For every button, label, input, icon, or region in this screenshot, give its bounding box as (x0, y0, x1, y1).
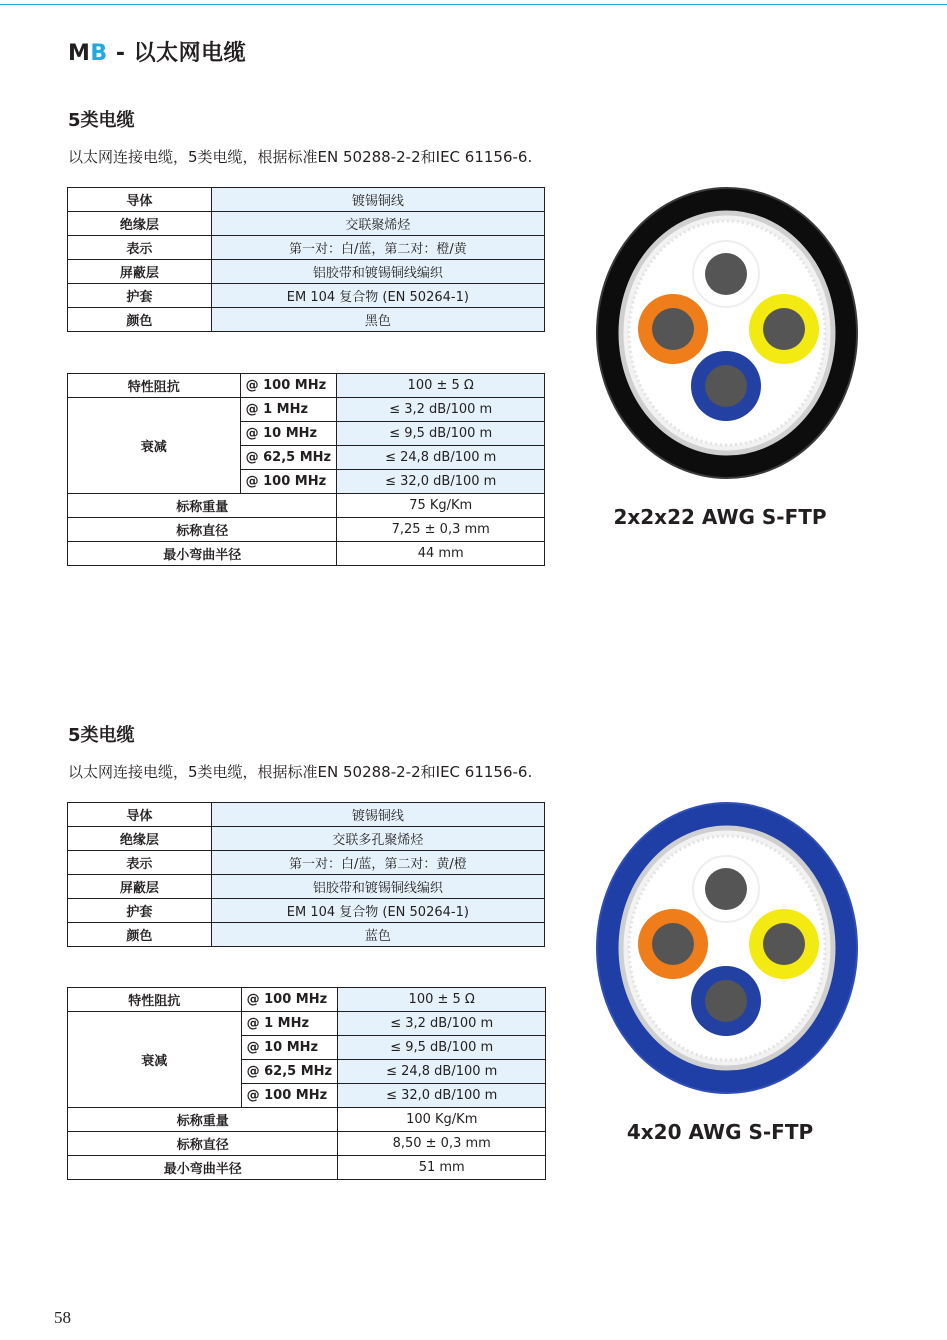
table-row (68, 518, 545, 542)
table-row (68, 236, 545, 260)
cable-cross-section-image (595, 801, 859, 1095)
construction-table (67, 802, 545, 947)
frequency: @ 62,5 MHz (240, 446, 337, 470)
attenuation-value: ≤ 32,0 dB/100 m (338, 1084, 546, 1108)
row-label: 颜色 (68, 308, 212, 332)
impedance-value: 100 ± 5 Ω (337, 374, 545, 398)
row-label: 屏蔽层 (68, 260, 212, 284)
table-row (68, 875, 545, 899)
table-row (68, 1108, 546, 1132)
table-row (68, 308, 545, 332)
row-value: 铝胶带和镀锡铜线编织 (211, 875, 544, 899)
row-label: 表示 (68, 236, 212, 260)
section-heading: 5类电缆 (68, 110, 135, 131)
impedance-value: 100 ± 5 Ω (338, 988, 546, 1012)
frequency: @ 100 MHz (240, 374, 337, 398)
row-value: 7,25 ± 0,3 mm (337, 518, 545, 542)
row-value: 8,50 ± 0,3 mm (338, 1132, 546, 1156)
row-value: EM 104 复合物 (EN 50264-1) (211, 899, 544, 923)
frequency: @ 10 MHz (241, 1036, 338, 1060)
row-label: 护套 (68, 284, 212, 308)
row-label: 最小弯曲半径 (68, 1156, 338, 1180)
row-label: 屏蔽层 (68, 875, 212, 899)
section-description: 以太网连接电缆，5类电缆，根据标准EN 50288-2-2和IEC 61156-6. (68, 148, 533, 166)
row-label: 标称直径 (68, 518, 337, 542)
frequency: @ 100 MHz (241, 1084, 338, 1108)
row-label: 护套 (68, 899, 212, 923)
row-label: 标称重量 (68, 1108, 338, 1132)
attenuation-value: ≤ 24,8 dB/100 m (338, 1060, 546, 1084)
table-row (68, 851, 545, 875)
table-row (68, 260, 545, 284)
top-rule (0, 0, 947, 5)
frequency: @ 62,5 MHz (241, 1060, 338, 1084)
row-value: 镀锡铜线 (211, 803, 544, 827)
row-value: 黑色 (211, 308, 544, 332)
frequency: @ 100 MHz (241, 988, 338, 1012)
attenuation-value: ≤ 24,8 dB/100 m (337, 446, 545, 470)
attenuation-value: ≤ 32,0 dB/100 m (337, 470, 545, 494)
section-description: 以太网连接电缆，5类电缆，根据标准EN 50288-2-2和IEC 61156-6. (68, 763, 533, 781)
row-value: 100 Kg/Km (338, 1108, 546, 1132)
row-label: 导体 (68, 188, 212, 212)
row-label: 绝缘层 (68, 212, 212, 236)
row-value: 第一对：白/蓝，第二对：橙/黄 (211, 236, 544, 260)
table-row (68, 803, 545, 827)
electrical-table (67, 373, 545, 566)
attenuation-label: 衰减 (68, 398, 241, 494)
attenuation-value: ≤ 9,5 dB/100 m (337, 422, 545, 446)
row-value: 51 mm (338, 1156, 546, 1180)
row-value: 蓝色 (211, 923, 544, 947)
row-value: 镀锡铜线 (211, 188, 544, 212)
impedance-label: 特性阻抗 (68, 374, 241, 398)
cable-cross-section-image (595, 186, 859, 480)
frequency: @ 1 MHz (240, 398, 337, 422)
row-label: 标称重量 (68, 494, 337, 518)
table-row (68, 1012, 546, 1036)
row-value: 44 mm (337, 542, 545, 566)
page-number: 58 (54, 1308, 71, 1327)
row-value: 交联多孔聚烯烃 (211, 827, 544, 851)
table-row (68, 988, 546, 1012)
table-row (68, 923, 545, 947)
row-value: 第一对：白/蓝，第二对：黄/橙 (211, 851, 544, 875)
frequency: @ 100 MHz (240, 470, 337, 494)
table-row (68, 374, 545, 398)
table-row (68, 1132, 546, 1156)
table-row (68, 542, 545, 566)
cable-caption: 4x20 AWG S-FTP (626, 1120, 814, 1144)
cable-caption: 2x2x22 AWG S-FTP (613, 505, 827, 529)
table-row (68, 212, 545, 236)
row-label: 颜色 (68, 923, 212, 947)
impedance-label: 特性阻抗 (68, 988, 242, 1012)
row-value: EM 104 复合物 (EN 50264-1) (211, 284, 544, 308)
section-heading: 5类电缆 (68, 725, 135, 746)
row-label: 表示 (68, 851, 212, 875)
attenuation-value: ≤ 9,5 dB/100 m (338, 1036, 546, 1060)
construction-table (67, 187, 545, 332)
row-label: 最小弯曲半径 (68, 542, 337, 566)
row-value: 交联聚烯烃 (211, 212, 544, 236)
frequency: @ 1 MHz (241, 1012, 338, 1036)
page-title: MB - 以太网电缆 (68, 41, 247, 66)
table-row (68, 1156, 546, 1180)
attenuation-value: ≤ 3,2 dB/100 m (337, 398, 545, 422)
table-row (68, 494, 545, 518)
electrical-table (67, 987, 546, 1180)
table-row (68, 827, 545, 851)
row-value: 75 Kg/Km (337, 494, 545, 518)
row-label: 导体 (68, 803, 212, 827)
attenuation-value: ≤ 3,2 dB/100 m (338, 1012, 546, 1036)
table-row (68, 899, 545, 923)
frequency: @ 10 MHz (240, 422, 337, 446)
row-value: 铝胶带和镀锡铜线编织 (211, 260, 544, 284)
table-row (68, 398, 545, 422)
table-row (68, 284, 545, 308)
attenuation-label: 衰减 (68, 1012, 242, 1108)
row-label: 绝缘层 (68, 827, 212, 851)
row-label: 标称直径 (68, 1132, 338, 1156)
table-row (68, 188, 545, 212)
